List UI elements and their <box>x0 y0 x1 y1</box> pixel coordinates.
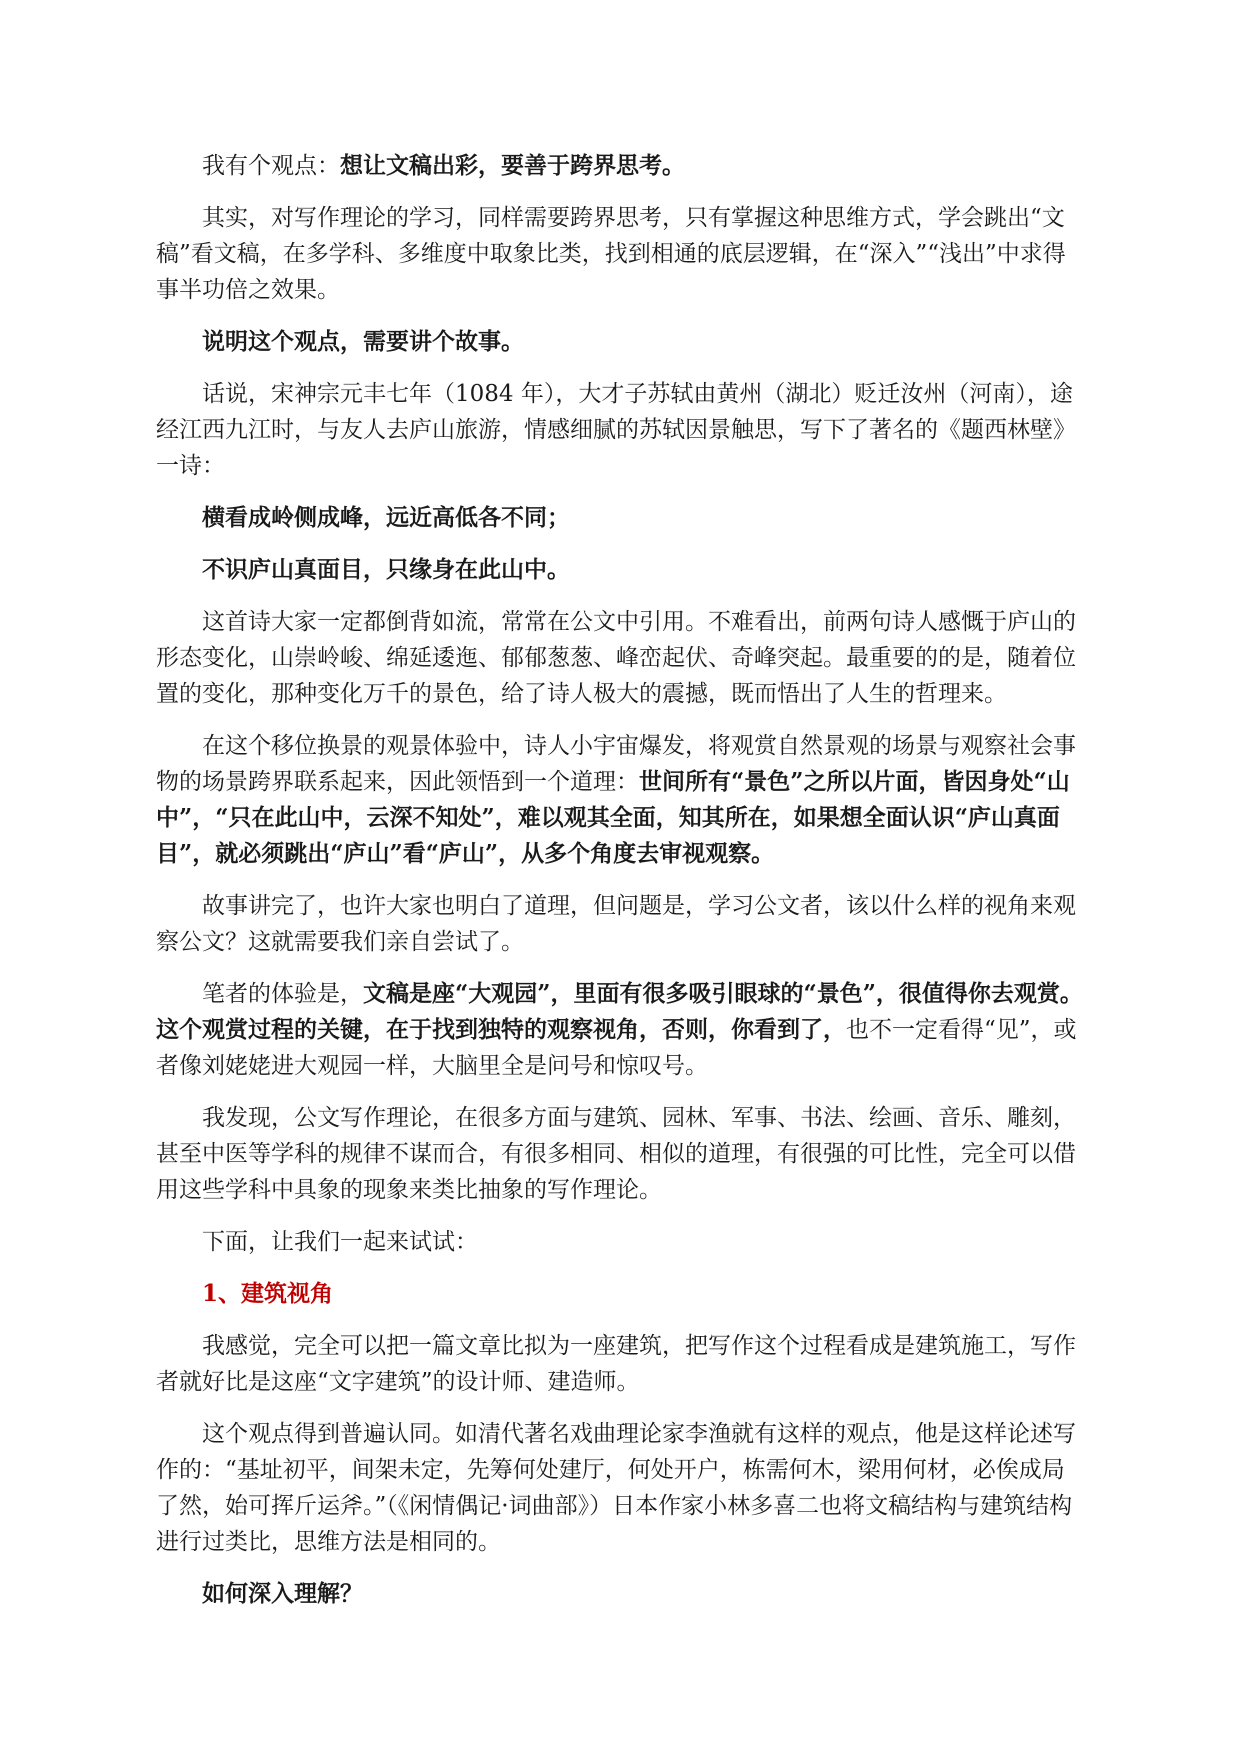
text-run: 我感觉，完全可以把一篇文章比拟为一座建筑，把写作这个过程看成是建筑施工，写作者就好比是这座“文字建筑”的设计师、建造师。 <box>156 1333 1076 1395</box>
document-page <box>156 148 1084 1612</box>
bold-text-run: 如何深入理解？ <box>202 1580 363 1607</box>
paragraph-story-intro <box>156 324 1084 360</box>
bold-text-run: 文稿是座“大观园”，里面有很多吸引眼球的“景色”，很值得你去观赏。这个观赏过程的关键，在于找到独特的观察视角，否则，你看到了， <box>156 980 1083 1043</box>
bold-text-run: 世间所有“景色”之所以片面，皆因身处“山中”，“只在此山中，云深不知处”，难以观其全面，知其所在，如果想全面认识“庐山真面目”，就必须跳出“庐山”看“庐山”，从多个角度去审视观察。 <box>156 768 1070 867</box>
bold-text-run: 横看成岭侧成峰，远近高低各不同； <box>202 504 570 531</box>
bold-text-run: 想让文稿出彩，要善于跨界思考。 <box>340 152 685 179</box>
poem-line-1 <box>156 500 1084 536</box>
paragraph-li-yu <box>156 1416 1084 1560</box>
text-run: 这个观点得到普遍认同。如清代著名戏曲理论家李渔就有这样的观点，他是这样论述写作的：“基址初平，间架未定，先筹何处建厅，何处开户，栋需何木，梁用何材，必俟成局了然，始可挥斤运斧。”（《闲情偶记·词曲部》）日本作家小林多喜二也将文稿结构与建筑结构进行过类比，思维方法是相同的。 <box>156 1421 1076 1555</box>
paragraph-question <box>156 888 1084 960</box>
poem-line-2 <box>156 552 1084 588</box>
text-run: 话说，宋神宗元丰七年（1084 年），大才子苏轼由黄州（湖北）贬迁汝州（河南），途经江西九江时，与友人去庐山旅游，情感细腻的苏轼因景触思，写下了著名的《题西林壁》一诗： <box>156 381 1076 479</box>
paragraph-su-shi <box>156 376 1084 484</box>
text-run: 在这个移位换景的观景体验中，诗人小宇宙爆发，将观赏自然景观的场景与观察社会事物的场景跨界联系起来，因此领悟到一个道理： <box>156 733 1076 795</box>
text-run: 笔者的体验是， <box>202 981 363 1007</box>
bold-text-run: 说明这个观点，需要讲个故事。 <box>202 328 524 355</box>
text-run: 故事讲完了，也许大家也明白了道理，但问题是，学习公文者，该以什么样的视角来观察公文？这就需要我们亲自尝试了。 <box>156 893 1076 955</box>
paragraph-opinion <box>156 148 1084 184</box>
text-run: 我发现，公文写作理论，在很多方面与建筑、园林、军事、书法、绘画、音乐、雕刻，甚至中医等学科的规律不谋而合，有很多相同、相似的道理，有很强的可比性，完全可以借用这些学科中具象的现象来类比抽象的写作理论。 <box>156 1105 1076 1203</box>
section-heading-architecture <box>156 1276 1084 1312</box>
paragraph-insight <box>156 728 1084 872</box>
text-run: 我有个观点： <box>202 153 340 179</box>
heading-text: 1、建筑视角 <box>202 1280 334 1307</box>
text-run: 这首诗大家一定都倒背如流，常常在公文中引用。不难看出，前两句诗人感慨于庐山的形态变化，山崇岭峻、绵延逶迤、郁郁葱葱、峰峦起伏、奇峰突起。最重要的的是，随着位置的变化，那种变化万千的景色，给了诗人极大的震撼，既而悟出了人生的哲理来。 <box>156 609 1076 707</box>
paragraph-lets-try <box>156 1224 1084 1260</box>
text-run: 也不一定看得“见”，或者像刘姥姥进大观园一样，大脑里全是问号和惊叹号。 <box>156 1017 1077 1079</box>
text-run: 下面，让我们一起来试试： <box>202 1229 478 1255</box>
text-run: 其实，对写作理论的学习，同样需要跨界思考，只有掌握这种思维方式，学会跳出“文稿”看文稿，在多学科、多维度中取象比类，找到相通的底层逻辑，在“深入”“浅出”中求得事半功倍之效果。 <box>156 205 1066 303</box>
paragraph-experience <box>156 976 1084 1084</box>
paragraph-discovery <box>156 1100 1084 1208</box>
bold-text-run: 不识庐山真面目，只缘身在此山中。 <box>202 556 570 583</box>
paragraph-theory <box>156 200 1084 308</box>
paragraph-how-to-understand <box>156 1576 1084 1612</box>
paragraph-architecture-analogy <box>156 1328 1084 1400</box>
paragraph-poem-analysis <box>156 604 1084 712</box>
